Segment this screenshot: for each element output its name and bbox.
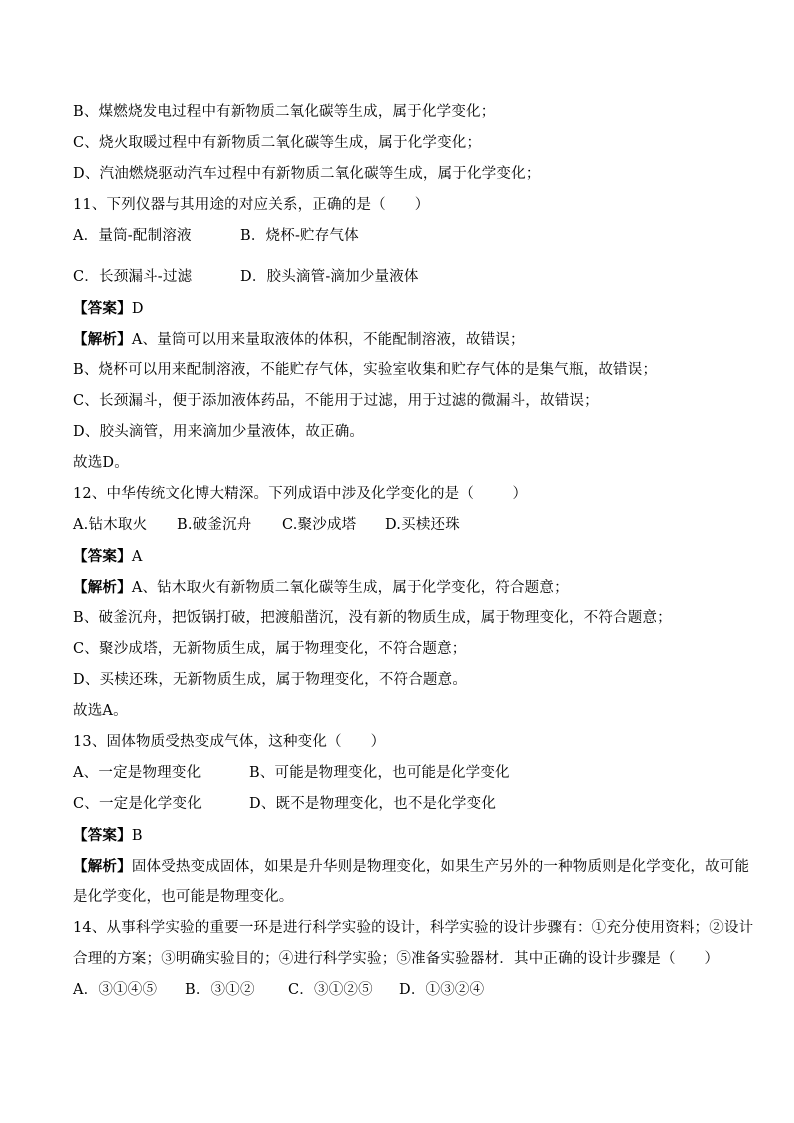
document-page <box>73 97 754 1006</box>
q12-analysis-c: C、聚沙成塔，无新物质生成，属于物理变化，不符合题意； <box>73 641 467 657</box>
q10-option-d-explanation: D、汽油燃烧驱动汽车过程中有新物质二氧化碳等生成，属于化学变化； <box>73 166 541 182</box>
analysis-label: 【解析】 <box>73 579 132 596</box>
q11-options-row-2 <box>73 262 723 293</box>
q12-analysis-d: D、买椟还珠，无新物质生成，属于物理变化，不符合题意。 <box>73 672 468 688</box>
q10-option-b-explanation: B、煤燃烧发电过程中有新物质二氧化碳等生成，属于化学变化； <box>73 104 496 120</box>
q14-option-b: B．③①② <box>185 982 255 998</box>
q13-option-c: C、一定是化学变化 <box>73 796 202 812</box>
q14-option-a: A．③①④⑤ <box>73 982 158 998</box>
q13-analysis-line-2: 是化学变化，也可能是物理变化。 <box>73 889 294 905</box>
analysis-label: 【解析】 <box>73 331 132 348</box>
analysis-text: A、钻木取火有新物质二氧化碳等生成，属于化学变化，符合题意； <box>131 580 569 596</box>
q14-option-d: D．①③②④ <box>399 982 485 998</box>
q12-conclusion: 故选A。 <box>73 703 128 719</box>
q13-answer <box>73 820 723 851</box>
q12-options <box>73 510 723 541</box>
q12-stem: 12、中华传统文化博大精深。下列成语中涉及化学变化的是（ ） <box>73 486 528 502</box>
q11-conclusion: 故选D。 <box>73 455 129 471</box>
q14-stem-line-2: 合理的方案；③明确实验目的；④进行科学实验；⑤准备实验器材．其中正确的设计步骤是（ ） <box>73 951 720 967</box>
q12-option-c: C.聚沙成塔 <box>282 517 357 533</box>
q12-option-b: B.破釜沉舟 <box>177 517 252 533</box>
answer-label: 【答案】 <box>73 827 132 844</box>
q11-option-d: D．胶头滴管-滴加少量液体 <box>240 269 419 285</box>
q11-analysis-b: B、烧杯可以用来配制溶液，不能贮存气体，实验室收集和贮存气体的是集气瓶，故错误； <box>73 362 658 378</box>
q12-analysis-a <box>73 572 723 603</box>
analysis-label: 【解析】 <box>73 858 132 875</box>
q13-option-d: D、既不是物理变化，也不是化学变化 <box>249 796 497 812</box>
q11-analysis-c: C、长颈漏斗，便于添加液体药品，不能用于过滤，用于过滤的微漏斗，故错误； <box>73 393 599 409</box>
q12-option-a: A.钻木取火 <box>73 517 148 533</box>
q11-option-a: A．量筒-配制溶液 <box>73 228 192 244</box>
q11-option-c: C．长颈漏斗-过滤 <box>73 269 193 285</box>
q13-option-b: B、可能是物理变化，也可能是化学变化 <box>249 765 510 781</box>
q10-option-c-explanation: C、烧火取暖过程中有新物质二氧化碳等生成，属于化学变化； <box>73 135 482 151</box>
q12-option-d: D.买椟还珠 <box>385 517 460 533</box>
q13-options-row-2 <box>73 789 723 820</box>
q14-stem-line-1: 14、从事科学实验的重要一环是进行科学实验的设计，科学实验的设计步骤有：①充分使用资料；②设计 <box>73 920 754 936</box>
q13-option-a: A、一定是物理变化 <box>73 765 202 781</box>
q11-option-b: B．烧杯-贮存气体 <box>240 228 359 244</box>
q13-stem: 13、固体物质受热变成气体，这种变化（ ） <box>73 734 386 750</box>
analysis-text: 固体受热变成固体，如果是升华则是物理变化，如果生产另外的一种物质则是化学变化，故可能 <box>131 859 750 875</box>
q11-analysis-d: D、胶头滴管，用来滴加少量液体，故正确。 <box>73 424 365 440</box>
q11-stem: 11、下列仪器与其用途的对应关系，正确的是（ ） <box>73 197 430 213</box>
q13-analysis-line-1 <box>73 851 750 882</box>
q11-options-row-1 <box>73 221 723 262</box>
q12-analysis-b: B、破釜沉舟，把饭锅打破，把渡船凿沉，没有新的物质生成，属于物理变化，不符合题意； <box>73 610 672 626</box>
answer-label: 【答案】 <box>73 300 132 317</box>
q14-option-c: C．③①②⑤ <box>288 982 373 998</box>
q11-analysis-a <box>73 324 723 355</box>
answer-value: A <box>131 549 143 565</box>
analysis-text: A、量筒可以用来量取液体的体积，不能配制溶液，故错误； <box>131 332 525 348</box>
answer-label: 【答案】 <box>73 548 132 565</box>
q13-options-row-1 <box>73 758 723 789</box>
answer-value: B <box>131 828 143 844</box>
answer-value: D <box>131 301 144 317</box>
q14-options <box>73 975 723 1006</box>
q12-answer <box>73 541 723 572</box>
q11-answer <box>73 293 723 324</box>
